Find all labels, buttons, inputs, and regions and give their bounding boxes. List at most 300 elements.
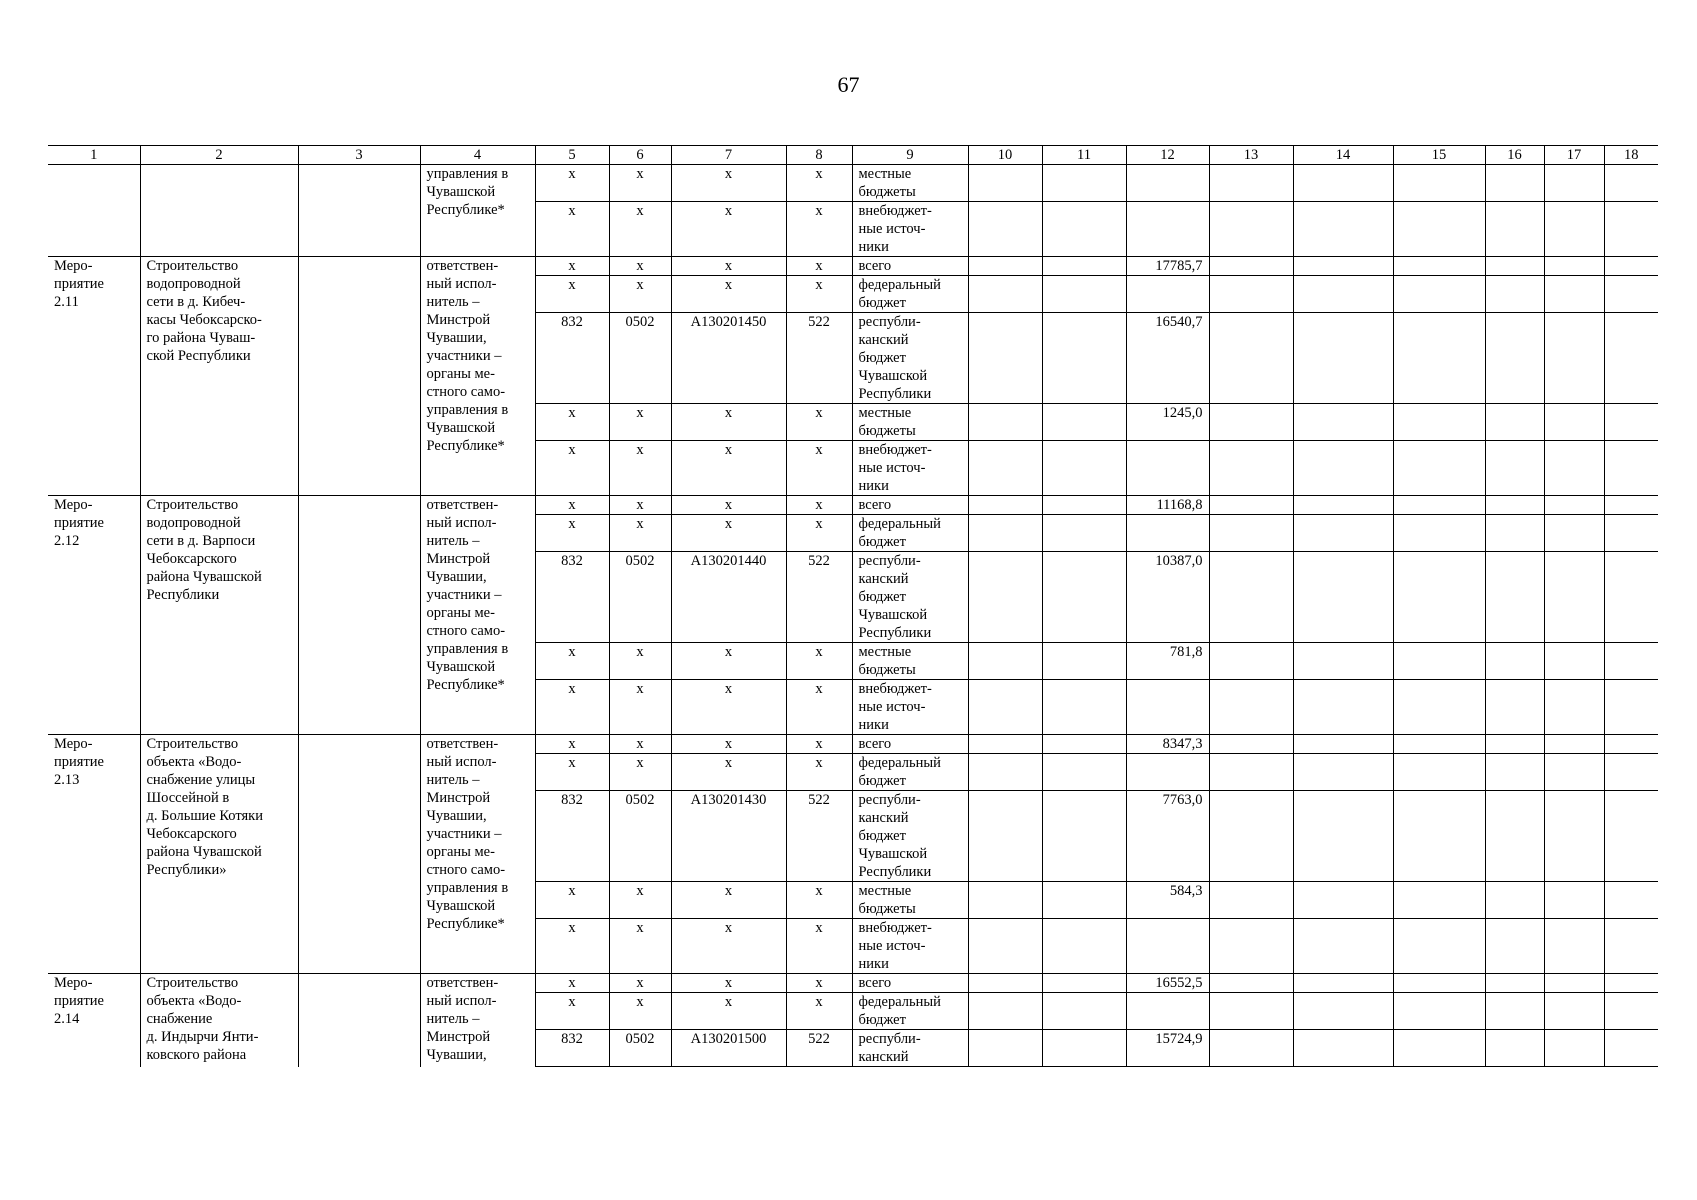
value-col-17 <box>1544 313 1604 404</box>
col3-cell <box>298 257 420 496</box>
table-row <box>48 165 1658 202</box>
value-col-16 <box>1485 202 1544 257</box>
kbk-rzpr-cell: х <box>609 735 671 754</box>
value-col-17 <box>1544 791 1604 882</box>
event-name-cell: Строительство водопроводной сети в д. Варпоси Чебоксарского района Чувашской Республики <box>140 496 298 735</box>
value-col-11 <box>1042 754 1126 791</box>
kbk-grbs-cell: х <box>535 202 609 257</box>
value-col-16 <box>1485 552 1544 643</box>
value-col-18 <box>1604 202 1658 257</box>
executor-cell: ответствен- ный испол- нитель – Минстрой Чувашии, участники – органы ме- стного само- управления в Чувашской Республике* <box>420 496 535 735</box>
value-col-15 <box>1393 257 1485 276</box>
value-col-14 <box>1293 165 1393 202</box>
value-col-14 <box>1293 515 1393 552</box>
kbk-grbs-cell: х <box>535 441 609 496</box>
value-col-13 <box>1209 882 1293 919</box>
value-col-17 <box>1544 735 1604 754</box>
column-header-6: 6 <box>609 146 671 165</box>
value-col-17 <box>1544 680 1604 735</box>
value-col-12: 8347,3 <box>1126 735 1209 754</box>
value-col-14 <box>1293 680 1393 735</box>
value-col-15 <box>1393 974 1485 993</box>
value-col-18 <box>1604 404 1658 441</box>
value-col-14 <box>1293 441 1393 496</box>
kbk-vr-cell: 522 <box>786 552 852 643</box>
value-col-16 <box>1485 791 1544 882</box>
column-header-16: 16 <box>1485 146 1544 165</box>
funding-source-cell: всего <box>852 974 968 993</box>
funding-source-cell: местные бюджеты <box>852 882 968 919</box>
value-col-15 <box>1393 496 1485 515</box>
kbk-vr-cell: 522 <box>786 1030 852 1067</box>
value-col-14 <box>1293 919 1393 974</box>
executor-cell: ответствен- ный испол- нитель – Минстрой Чувашии, участники – органы ме- стного само- управления в Чувашской Республике* <box>420 257 535 496</box>
value-col-18 <box>1604 919 1658 974</box>
event-label-cell <box>48 165 140 257</box>
column-header-10: 10 <box>968 146 1042 165</box>
value-col-12 <box>1126 754 1209 791</box>
value-col-14 <box>1293 1030 1393 1067</box>
value-col-10 <box>968 643 1042 680</box>
kbk-vr-cell: х <box>786 882 852 919</box>
value-col-15 <box>1393 919 1485 974</box>
event-name-cell: Строительство объекта «Водо- снабжение улицы Шоссейной в д. Большие Котяки Чебоксарского района Чувашской Республики» <box>140 735 298 974</box>
kbk-csr-cell: х <box>671 496 786 515</box>
kbk-csr-cell: х <box>671 974 786 993</box>
event-label-cell: Меро- приятие 2.13 <box>48 735 140 974</box>
kbk-vr-cell: 522 <box>786 313 852 404</box>
value-col-11 <box>1042 882 1126 919</box>
value-col-14 <box>1293 735 1393 754</box>
kbk-vr-cell: 522 <box>786 791 852 882</box>
kbk-vr-cell: х <box>786 276 852 313</box>
value-col-14 <box>1293 496 1393 515</box>
kbk-vr-cell: х <box>786 993 852 1030</box>
kbk-vr-cell: х <box>786 496 852 515</box>
event-label-cell: Меро- приятие 2.11 <box>48 257 140 496</box>
table-row <box>48 974 1658 993</box>
value-col-11 <box>1042 552 1126 643</box>
value-col-10 <box>968 552 1042 643</box>
value-col-13 <box>1209 165 1293 202</box>
value-col-13 <box>1209 643 1293 680</box>
value-col-15 <box>1393 202 1485 257</box>
value-col-16 <box>1485 919 1544 974</box>
kbk-vr-cell: х <box>786 974 852 993</box>
value-col-10 <box>968 404 1042 441</box>
value-col-11 <box>1042 643 1126 680</box>
value-col-12: 17785,7 <box>1126 257 1209 276</box>
value-col-15 <box>1393 313 1485 404</box>
kbk-rzpr-cell: х <box>609 515 671 552</box>
value-col-17 <box>1544 882 1604 919</box>
kbk-rzpr-cell: 0502 <box>609 313 671 404</box>
kbk-csr-cell: х <box>671 515 786 552</box>
value-col-14 <box>1293 404 1393 441</box>
col3-cell <box>298 496 420 735</box>
value-col-14 <box>1293 257 1393 276</box>
kbk-grbs-cell: х <box>535 680 609 735</box>
value-col-13 <box>1209 441 1293 496</box>
value-col-12 <box>1126 276 1209 313</box>
column-header-5: 5 <box>535 146 609 165</box>
value-col-10 <box>968 993 1042 1030</box>
kbk-grbs-cell: 832 <box>535 791 609 882</box>
value-col-12 <box>1126 993 1209 1030</box>
column-header-13: 13 <box>1209 146 1293 165</box>
funding-source-cell: местные бюджеты <box>852 404 968 441</box>
value-col-17 <box>1544 276 1604 313</box>
value-col-12 <box>1126 919 1209 974</box>
kbk-grbs-cell: х <box>535 257 609 276</box>
value-col-13 <box>1209 552 1293 643</box>
kbk-vr-cell: х <box>786 643 852 680</box>
value-col-11 <box>1042 791 1126 882</box>
value-col-10 <box>968 735 1042 754</box>
value-col-12 <box>1126 202 1209 257</box>
value-col-13 <box>1209 496 1293 515</box>
kbk-csr-cell: х <box>671 202 786 257</box>
kbk-rzpr-cell: 0502 <box>609 552 671 643</box>
executor-cell: управления в Чувашской Республике* <box>420 165 535 257</box>
kbk-csr-cell: А130201500 <box>671 1030 786 1067</box>
kbk-csr-cell: х <box>671 680 786 735</box>
value-col-16 <box>1485 993 1544 1030</box>
column-header-2: 2 <box>140 146 298 165</box>
value-col-11 <box>1042 441 1126 496</box>
value-col-13 <box>1209 791 1293 882</box>
value-col-16 <box>1485 1030 1544 1067</box>
kbk-csr-cell: А130201440 <box>671 552 786 643</box>
kbk-rzpr-cell: х <box>609 919 671 974</box>
kbk-grbs-cell: х <box>535 165 609 202</box>
kbk-rzpr-cell: х <box>609 202 671 257</box>
funding-source-cell: республи- канский бюджет Чувашской Республики <box>852 313 968 404</box>
column-header-1: 1 <box>48 146 140 165</box>
kbk-vr-cell: х <box>786 735 852 754</box>
value-col-13 <box>1209 754 1293 791</box>
value-col-17 <box>1544 257 1604 276</box>
value-col-13 <box>1209 515 1293 552</box>
value-col-15 <box>1393 791 1485 882</box>
kbk-rzpr-cell: х <box>609 643 671 680</box>
funding-source-cell: местные бюджеты <box>852 165 968 202</box>
kbk-csr-cell: х <box>671 754 786 791</box>
kbk-csr-cell: х <box>671 276 786 313</box>
kbk-vr-cell: х <box>786 515 852 552</box>
value-col-11 <box>1042 313 1126 404</box>
value-col-18 <box>1604 165 1658 202</box>
kbk-grbs-cell: х <box>535 515 609 552</box>
value-col-11 <box>1042 1030 1126 1067</box>
value-col-10 <box>968 515 1042 552</box>
funding-source-cell: федеральный бюджет <box>852 515 968 552</box>
funding-source-cell: федеральный бюджет <box>852 276 968 313</box>
executor-cell: ответствен- ный испол- нитель – Минстрой Чувашии, <box>420 974 535 1067</box>
column-header-14: 14 <box>1293 146 1393 165</box>
kbk-csr-cell: х <box>671 404 786 441</box>
value-col-15 <box>1393 441 1485 496</box>
value-col-18 <box>1604 882 1658 919</box>
value-col-12: 584,3 <box>1126 882 1209 919</box>
kbk-grbs-cell: х <box>535 974 609 993</box>
kbk-grbs-cell: 832 <box>535 552 609 643</box>
kbk-rzpr-cell: х <box>609 257 671 276</box>
funding-source-cell: внебюджет- ные источ- ники <box>852 441 968 496</box>
value-col-17 <box>1544 1030 1604 1067</box>
value-col-18 <box>1604 276 1658 313</box>
value-col-11 <box>1042 680 1126 735</box>
value-col-16 <box>1485 404 1544 441</box>
value-col-14 <box>1293 882 1393 919</box>
financing-table <box>48 145 1658 1067</box>
value-col-16 <box>1485 680 1544 735</box>
value-col-15 <box>1393 165 1485 202</box>
value-col-10 <box>968 441 1042 496</box>
value-col-14 <box>1293 643 1393 680</box>
event-name-cell <box>140 165 298 257</box>
value-col-18 <box>1604 313 1658 404</box>
value-col-18 <box>1604 680 1658 735</box>
value-col-18 <box>1604 735 1658 754</box>
kbk-grbs-cell: х <box>535 404 609 441</box>
kbk-grbs-cell: 832 <box>535 313 609 404</box>
value-col-13 <box>1209 919 1293 974</box>
kbk-grbs-cell: х <box>535 276 609 313</box>
funding-source-cell: республи- канский <box>852 1030 968 1067</box>
value-col-12: 15724,9 <box>1126 1030 1209 1067</box>
value-col-11 <box>1042 974 1126 993</box>
kbk-csr-cell: х <box>671 165 786 202</box>
value-col-10 <box>968 257 1042 276</box>
value-col-15 <box>1393 276 1485 313</box>
value-col-16 <box>1485 496 1544 515</box>
value-col-13 <box>1209 735 1293 754</box>
value-col-11 <box>1042 165 1126 202</box>
value-col-13 <box>1209 404 1293 441</box>
value-col-10 <box>968 202 1042 257</box>
kbk-csr-cell: х <box>671 882 786 919</box>
kbk-csr-cell: А130201450 <box>671 313 786 404</box>
value-col-15 <box>1393 552 1485 643</box>
value-col-15 <box>1393 735 1485 754</box>
value-col-16 <box>1485 257 1544 276</box>
kbk-rzpr-cell: х <box>609 441 671 496</box>
funding-source-cell: федеральный бюджет <box>852 993 968 1030</box>
value-col-12 <box>1126 165 1209 202</box>
value-col-10 <box>968 276 1042 313</box>
value-col-12: 10387,0 <box>1126 552 1209 643</box>
column-header-12: 12 <box>1126 146 1209 165</box>
kbk-csr-cell: х <box>671 993 786 1030</box>
value-col-10 <box>968 919 1042 974</box>
col3-cell <box>298 974 420 1067</box>
value-col-13 <box>1209 974 1293 993</box>
kbk-rzpr-cell: 0502 <box>609 1030 671 1067</box>
kbk-csr-cell: А130201430 <box>671 791 786 882</box>
kbk-rzpr-cell: х <box>609 276 671 313</box>
value-col-15 <box>1393 680 1485 735</box>
kbk-csr-cell: х <box>671 919 786 974</box>
value-col-18 <box>1604 643 1658 680</box>
kbk-rzpr-cell: х <box>609 496 671 515</box>
value-col-11 <box>1042 276 1126 313</box>
value-col-17 <box>1544 202 1604 257</box>
value-col-10 <box>968 974 1042 993</box>
value-col-16 <box>1485 643 1544 680</box>
value-col-12: 7763,0 <box>1126 791 1209 882</box>
value-col-12: 781,8 <box>1126 643 1209 680</box>
value-col-13 <box>1209 202 1293 257</box>
value-col-15 <box>1393 882 1485 919</box>
value-col-17 <box>1544 496 1604 515</box>
value-col-18 <box>1604 496 1658 515</box>
value-col-13 <box>1209 680 1293 735</box>
value-col-13 <box>1209 993 1293 1030</box>
value-col-12: 16552,5 <box>1126 974 1209 993</box>
value-col-15 <box>1393 754 1485 791</box>
value-col-10 <box>968 1030 1042 1067</box>
kbk-rzpr-cell: х <box>609 882 671 919</box>
value-col-16 <box>1485 882 1544 919</box>
value-col-12: 11168,8 <box>1126 496 1209 515</box>
value-col-17 <box>1544 643 1604 680</box>
value-col-15 <box>1393 643 1485 680</box>
kbk-csr-cell: х <box>671 643 786 680</box>
value-col-18 <box>1604 1030 1658 1067</box>
value-col-13 <box>1209 276 1293 313</box>
value-col-14 <box>1293 974 1393 993</box>
kbk-grbs-cell: х <box>535 882 609 919</box>
value-col-13 <box>1209 1030 1293 1067</box>
value-col-17 <box>1544 754 1604 791</box>
funding-source-cell: всего <box>852 735 968 754</box>
value-col-13 <box>1209 313 1293 404</box>
value-col-18 <box>1604 974 1658 993</box>
value-col-12: 1245,0 <box>1126 404 1209 441</box>
value-col-11 <box>1042 257 1126 276</box>
value-col-10 <box>968 680 1042 735</box>
kbk-rzpr-cell: х <box>609 754 671 791</box>
value-col-11 <box>1042 496 1126 515</box>
kbk-rzpr-cell: х <box>609 680 671 735</box>
kbk-vr-cell: х <box>786 165 852 202</box>
funding-source-cell: внебюджет- ные источ- ники <box>852 919 968 974</box>
value-col-17 <box>1544 515 1604 552</box>
value-col-15 <box>1393 404 1485 441</box>
value-col-10 <box>968 754 1042 791</box>
value-col-18 <box>1604 257 1658 276</box>
kbk-vr-cell: х <box>786 680 852 735</box>
kbk-vr-cell: х <box>786 754 852 791</box>
value-col-17 <box>1544 552 1604 643</box>
funding-source-cell: всего <box>852 496 968 515</box>
column-header-17: 17 <box>1544 146 1604 165</box>
kbk-rzpr-cell: х <box>609 165 671 202</box>
kbk-grbs-cell: 832 <box>535 1030 609 1067</box>
value-col-14 <box>1293 276 1393 313</box>
kbk-grbs-cell: х <box>535 643 609 680</box>
funding-source-cell: всего <box>852 257 968 276</box>
value-col-12: 16540,7 <box>1126 313 1209 404</box>
column-header-11: 11 <box>1042 146 1126 165</box>
value-col-15 <box>1393 515 1485 552</box>
value-col-13 <box>1209 257 1293 276</box>
value-col-14 <box>1293 754 1393 791</box>
funding-source-cell: местные бюджеты <box>852 643 968 680</box>
kbk-vr-cell: х <box>786 202 852 257</box>
value-col-11 <box>1042 202 1126 257</box>
kbk-vr-cell: х <box>786 404 852 441</box>
value-col-14 <box>1293 202 1393 257</box>
value-col-18 <box>1604 441 1658 496</box>
kbk-vr-cell: х <box>786 441 852 496</box>
kbk-grbs-cell: х <box>535 754 609 791</box>
column-header-7: 7 <box>671 146 786 165</box>
value-col-11 <box>1042 404 1126 441</box>
value-col-17 <box>1544 404 1604 441</box>
value-col-16 <box>1485 754 1544 791</box>
value-col-10 <box>968 496 1042 515</box>
page-number: 67 <box>837 72 860 97</box>
value-col-10 <box>968 165 1042 202</box>
value-col-11 <box>1042 515 1126 552</box>
column-header-18: 18 <box>1604 146 1658 165</box>
kbk-csr-cell: х <box>671 257 786 276</box>
value-col-18 <box>1604 993 1658 1030</box>
value-col-16 <box>1485 441 1544 496</box>
kbk-vr-cell: х <box>786 257 852 276</box>
col3-cell <box>298 165 420 257</box>
value-col-16 <box>1485 313 1544 404</box>
table-body <box>48 146 1658 1067</box>
value-col-18 <box>1604 552 1658 643</box>
executor-cell: ответствен- ный испол- нитель – Минстрой Чувашии, участники – органы ме- стного само- управления в Чувашской Республике* <box>420 735 535 974</box>
value-col-10 <box>968 791 1042 882</box>
value-col-10 <box>968 313 1042 404</box>
event-label-cell: Меро- приятие 2.12 <box>48 496 140 735</box>
value-col-11 <box>1042 735 1126 754</box>
col3-cell <box>298 735 420 974</box>
event-label-cell: Меро- приятие 2.14 <box>48 974 140 1067</box>
value-col-16 <box>1485 515 1544 552</box>
kbk-vr-cell: х <box>786 919 852 974</box>
funding-source-cell: федеральный бюджет <box>852 754 968 791</box>
funding-source-cell: республи- канский бюджет Чувашской Республики <box>852 552 968 643</box>
value-col-14 <box>1293 552 1393 643</box>
event-name-cell: Строительство объекта «Водо- снабжение д. Индырчи Янти- ковского района <box>140 974 298 1067</box>
value-col-17 <box>1544 441 1604 496</box>
value-col-16 <box>1485 974 1544 993</box>
funding-source-cell: республи- канский бюджет Чувашской Республики <box>852 791 968 882</box>
funding-source-cell: внебюджет- ные источ- ники <box>852 680 968 735</box>
kbk-csr-cell: х <box>671 735 786 754</box>
column-header-15: 15 <box>1393 146 1485 165</box>
table-row <box>48 735 1658 754</box>
kbk-rzpr-cell: х <box>609 993 671 1030</box>
kbk-rzpr-cell: х <box>609 974 671 993</box>
funding-source-cell: внебюджет- ные источ- ники <box>852 202 968 257</box>
kbk-rzpr-cell: х <box>609 404 671 441</box>
value-col-16 <box>1485 165 1544 202</box>
value-col-10 <box>968 882 1042 919</box>
value-col-12 <box>1126 441 1209 496</box>
value-col-17 <box>1544 165 1604 202</box>
value-col-16 <box>1485 276 1544 313</box>
value-col-11 <box>1042 993 1126 1030</box>
column-header-4: 4 <box>420 146 535 165</box>
value-col-15 <box>1393 993 1485 1030</box>
